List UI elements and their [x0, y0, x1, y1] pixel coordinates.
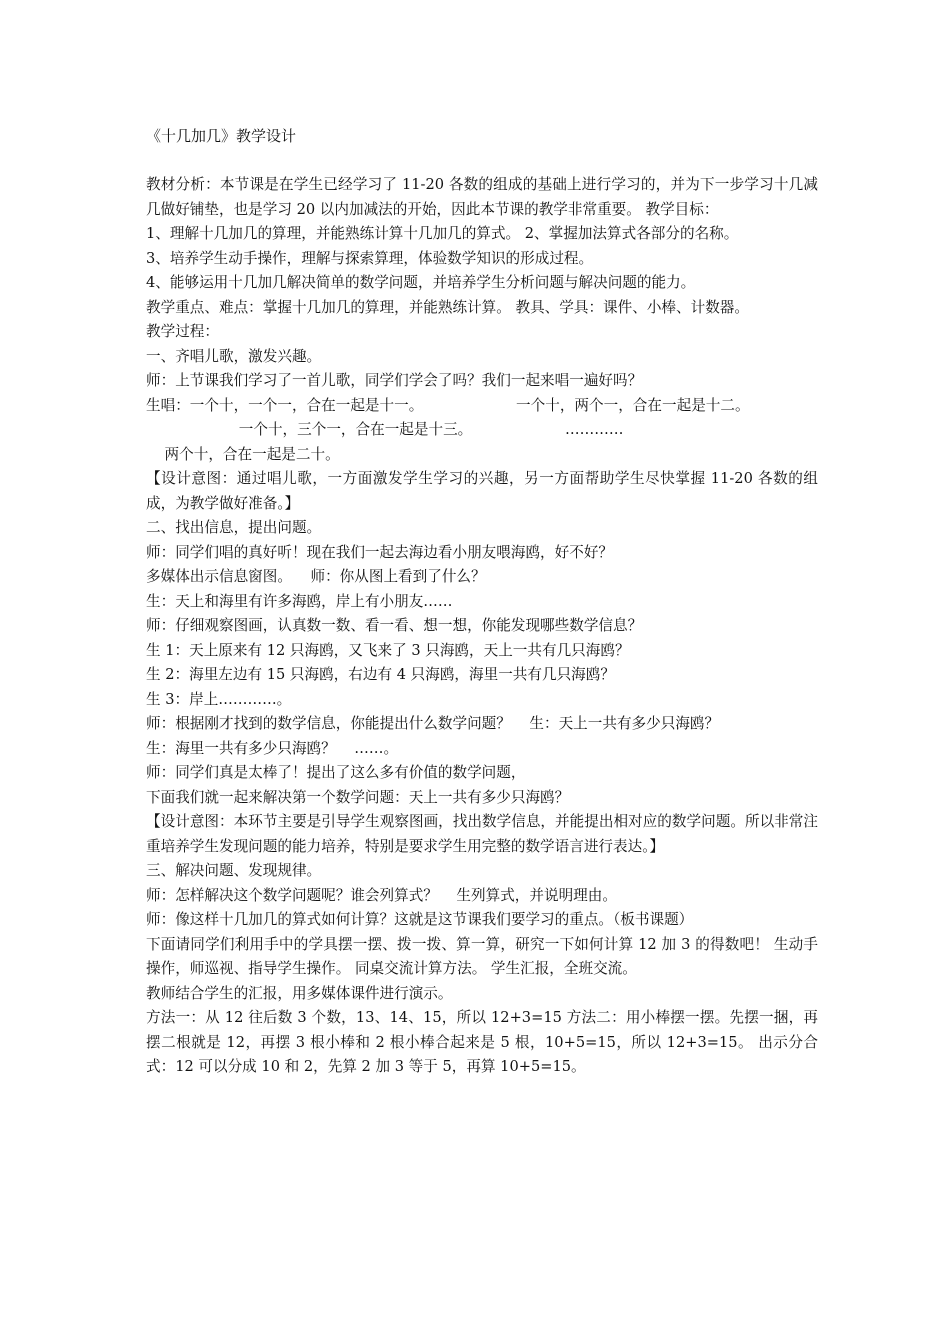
teacher-line-2: 师：同学们唱的真好听！现在我们一起去海边看小朋友喂海鸥，好不好？ [146, 543, 614, 561]
objective-3: 3、培养学生动手操作，理解与探索算理，体验数学知识的形成过程。 [146, 249, 594, 267]
design-intent-1: 【设计意图：通过唱儿歌，一方面激发学生学习的兴趣，另一方面帮助学生尽快掌握 11-20 各数的组成，为教学做好准备。】 [146, 470, 818, 512]
document-page [146, 124, 818, 1080]
key-points-and-tools: 教学重点、难点：掌握十几加几的算理，并能熟练计算。 教具、学具：课件、小棒、计数器。 [146, 298, 749, 316]
teacher-line-5: 师：同学们真是太棒了！提出了这么多有价值的数学问题， [146, 764, 526, 781]
student-3-line: 生 3：岸上…………。 [146, 690, 292, 708]
activity-paragraph: 下面请同学们利用手中的学具摆一摆、拨一拨、算一算，研究一下如何计算 12 加 3 的得数吧！ 生动手操作，师巡视、指导学生操作。 同桌交流计算方法。 学生汇报，全班交流。 [146, 935, 818, 977]
design-intent-2: 【设计意图：本环节主要是引导学生观察图画，找出数学信息，并能提出相对应的数学问题。所以非常注重培养学生发现问题的能力培养，特别是要求学生用完整的数学语言进行表达。】 [146, 813, 818, 855]
document-title: 《十几加几》教学设计 [146, 127, 297, 145]
paragraph-textbook-analysis: 教材分析：本节课是在学生已经学习了 11-20 各数的组成的基础上进行学习的，并为下一步学习十几减几做好铺垫，也是学习 20 以内加减法的开始，因此本节课的教学非常重要。 教学目标： [146, 176, 818, 218]
song-line-1: 生唱：一个十，一个一，合在一起是十一。 一个十，两个一，合在一起是十二。 [146, 396, 750, 414]
teacher-demo-line: 教师结合学生的汇报，用多媒体课件进行演示。 [146, 984, 453, 1002]
section-1-heading: 一、齐唱儿歌，激发兴趣。 [146, 347, 322, 365]
media-line: 多媒体出示信息窗图。 师：你从图上看到了什么？ [146, 568, 486, 585]
student-line-2: 生：海里一共有多少只海鸥？ ……。 [146, 739, 399, 757]
section-3-heading: 三、解决问题、发现规律。 [146, 862, 322, 879]
song-line-2: 一个十，三个一，合在一起是十三。 ………… [146, 421, 624, 438]
section-process-heading: 教学过程： [146, 323, 219, 340]
song-line-3: 两个十，合在一起是二十。 [146, 445, 340, 463]
methods-paragraph: 方法一：从 12 往后数 3 个数，13、14、15，所以 12+3=15 方法二：用小棒摆一摆。先摆一捆，再摆二根就是 12，再摆 3 根小棒和 2 根小棒合起来是 5 根，10+5=15，所以 12+3=15。 出示分合式：12 可以分成 10 和 2，先算 2 加 3 等于 5，再算 10+5=15。 [146, 1009, 818, 1075]
teacher-line-8: 师：像这样十几加几的算式如何计算？这就是这节课我们要学习的重点。（板书课题） [146, 911, 694, 928]
teacher-line-4: 师：根据刚才找到的数学信息，你能提出什么数学问题？ 生：天上一共有多少只海鸥？ [146, 715, 720, 732]
objective-4: 4、能够运用十几加几解决简单的数学问题，并培养学生分析问题与解决问题的能力。 [146, 274, 696, 291]
student-line-1: 生：天上和海里有许多海鸥，岸上有小朋友…… [146, 592, 453, 610]
student-2-line: 生 2：海里左边有 15 只海鸥，右边有 4 只海鸥，海里一共有几只海鸥？ [146, 666, 615, 683]
teacher-line-3: 师：仔细观察图画，认真数一数、看一看、想一想，你能发现哪些数学信息？ [146, 617, 643, 634]
teacher-line-1: 师：上节课我们学习了一首儿歌，同学们学会了吗？我们一起来唱一遍好吗？ [146, 372, 643, 389]
section-2-heading: 二、找出信息，提出问题。 [146, 519, 322, 536]
teacher-line-7: 师：怎样解决这个数学问题呢？谁会列算式？ 生列算式，并说明理由。 [146, 886, 617, 904]
student-1-line: 生 1：天上原来有 12 只海鸥，又飞来了 3 只海鸥，天上一共有几只海鸥？ [146, 641, 630, 659]
teacher-line-6: 下面我们就一起来解决第一个数学问题：天上一共有多少只海鸥？ [146, 788, 570, 806]
objective-1-2: 1、理解十几加几的算理，并能熟练计算十几加几的算式。 2、掌握加法算式各部分的名称。 [146, 225, 739, 242]
